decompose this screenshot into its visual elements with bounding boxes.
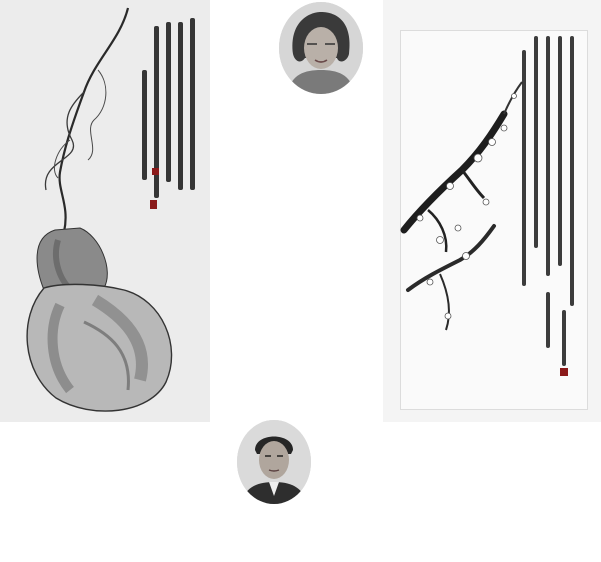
gourd-painting-panel bbox=[0, 0, 210, 422]
artist-portrait-top bbox=[279, 2, 363, 94]
plum-painting-paper bbox=[400, 30, 588, 410]
man-portrait-image bbox=[237, 420, 311, 504]
gourd-painting-artwork bbox=[0, 0, 210, 422]
artist-name-bottom bbox=[250, 521, 254, 536]
plum-blossom-artwork bbox=[400, 30, 588, 410]
left-caption bbox=[4, 430, 229, 433]
artist-portrait-bottom bbox=[237, 420, 311, 504]
artist-name-top bbox=[290, 103, 294, 118]
right-caption bbox=[383, 432, 598, 435]
woman-portrait-image bbox=[279, 2, 363, 94]
